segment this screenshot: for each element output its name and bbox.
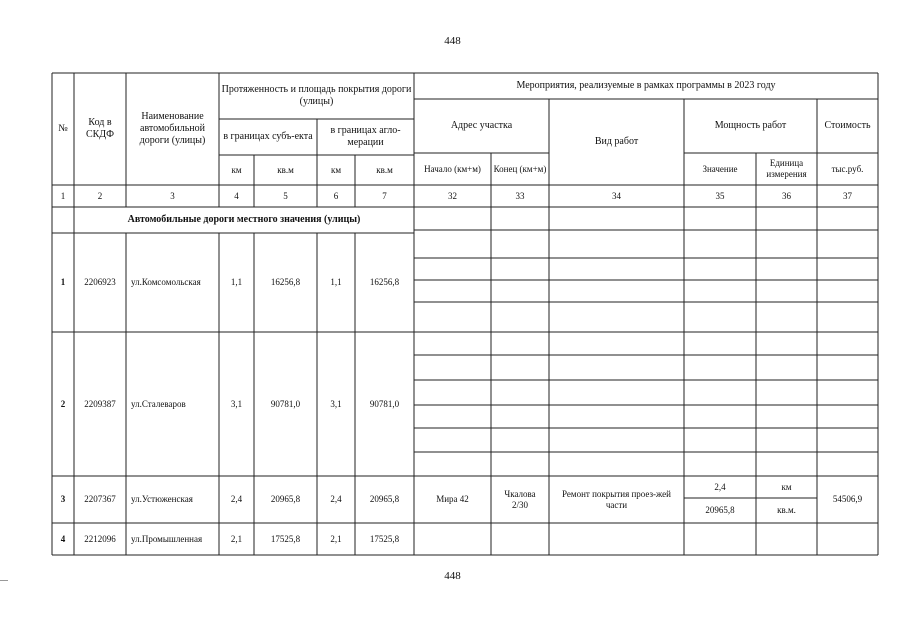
row-sqm-subject: 17525,8 <box>270 533 301 544</box>
header-end: Конец (км+м) <box>493 163 547 174</box>
row-road-name: ул.Сталеваров <box>131 398 186 409</box>
row-sqm-subject: 16256,8 <box>270 277 301 288</box>
header-address: Адрес участка <box>450 120 513 131</box>
header-extent: Протяженность и площадь покрытия дороги (улицы) <box>221 84 412 107</box>
row-unit-km: км <box>781 481 792 492</box>
col-number: 1 <box>60 190 66 201</box>
row-value-km: 2,4 <box>714 481 726 492</box>
row-sqm-subject: 90781,0 <box>270 398 301 409</box>
row-km-subject: 1,1 <box>230 277 243 288</box>
row-num: 2 <box>60 398 66 409</box>
row-km-agglo: 3,1 <box>330 398 342 409</box>
header-start: Начало (км+м) <box>424 163 481 174</box>
header-subject-bounds: в границах субъ-екта <box>223 131 313 142</box>
row-km-subject: 3,1 <box>230 398 243 409</box>
col-number: 2 <box>97 190 103 201</box>
row-start: Мира 42 <box>436 494 469 505</box>
header-agglo-bounds: в границах агло-мерации <box>330 125 401 148</box>
col-number: 7 <box>382 190 387 201</box>
header-code: Код в СКДФ <box>85 117 115 140</box>
row-sqm-agglo: 90781,0 <box>369 398 400 409</box>
header-capacity: Мощность работ <box>714 120 787 131</box>
header-cost-unit: тыс.руб. <box>831 163 864 174</box>
margin-mark <box>0 580 8 581</box>
row-sqm-agglo: 16256,8 <box>369 277 400 288</box>
row-value-sqm: 20965,8 <box>705 505 735 516</box>
row-km-agglo: 2,1 <box>330 533 342 544</box>
header-work-type: Вид работ <box>594 136 639 147</box>
row-km-subject: 2,4 <box>230 494 243 505</box>
row-code: 2209387 <box>84 398 116 409</box>
row-sqm-agglo: 20965,8 <box>369 494 400 505</box>
row-km-agglo: 2,4 <box>330 494 342 505</box>
row-end: Чкалова 2/30 <box>504 488 536 510</box>
col-number: 5 <box>283 190 288 201</box>
row-road-name: ул.Устюженская <box>131 494 193 505</box>
row-sqm-subject: 20965,8 <box>270 494 301 505</box>
col-number: 6 <box>333 190 339 201</box>
header-sqm-1: кв.м <box>277 164 294 175</box>
col-number: 37 <box>843 190 852 201</box>
header-unit: Единица измерения <box>766 158 807 179</box>
col-number: 4 <box>234 190 239 201</box>
row-code: 2207367 <box>84 494 116 505</box>
row-km-subject: 2,1 <box>230 533 243 544</box>
col-number: 32 <box>448 190 457 201</box>
row-code: 2212096 <box>84 533 116 544</box>
row-unit-sqm: кв.м. <box>777 505 796 516</box>
header-sqm-2: кв.м <box>376 164 393 175</box>
header-cost: Стоимость <box>824 120 871 131</box>
row-code: 2206923 <box>84 277 116 288</box>
row-num: 1 <box>60 277 66 288</box>
header-num: № <box>58 123 68 134</box>
header-km-1: км <box>231 164 242 175</box>
col-number: 3 <box>170 190 175 201</box>
col-number: 33 <box>515 190 525 201</box>
page-number-top: 448 <box>444 35 461 47</box>
row-road-name: ул.Промышленная <box>131 533 203 544</box>
col-number: 34 <box>612 190 621 201</box>
section-title: Автомобильные дороги местного значения (улицы) <box>127 214 361 225</box>
row-num: 3 <box>60 494 66 505</box>
row-num: 4 <box>60 533 66 544</box>
header-km-2: км <box>330 164 342 175</box>
header-road-name: Наименование автомобильной дороги (улицы) <box>139 111 206 146</box>
row-cost: 54506,9 <box>832 494 863 505</box>
header-measures: Мероприятия, реализуемые в рамках программы в 2023 году <box>516 80 776 91</box>
row-km-agglo: 1,1 <box>330 277 342 288</box>
header-value: Значение <box>702 163 738 174</box>
page-number-bottom: 448 <box>444 570 461 582</box>
row-sqm-agglo: 17525,8 <box>369 533 400 544</box>
row-road-name: ул.Комсомольская <box>131 277 201 288</box>
col-number: 36 <box>782 190 791 201</box>
row-work-type: Ремонт покрытия проез-жей части <box>562 488 671 510</box>
col-number: 35 <box>715 190 725 201</box>
